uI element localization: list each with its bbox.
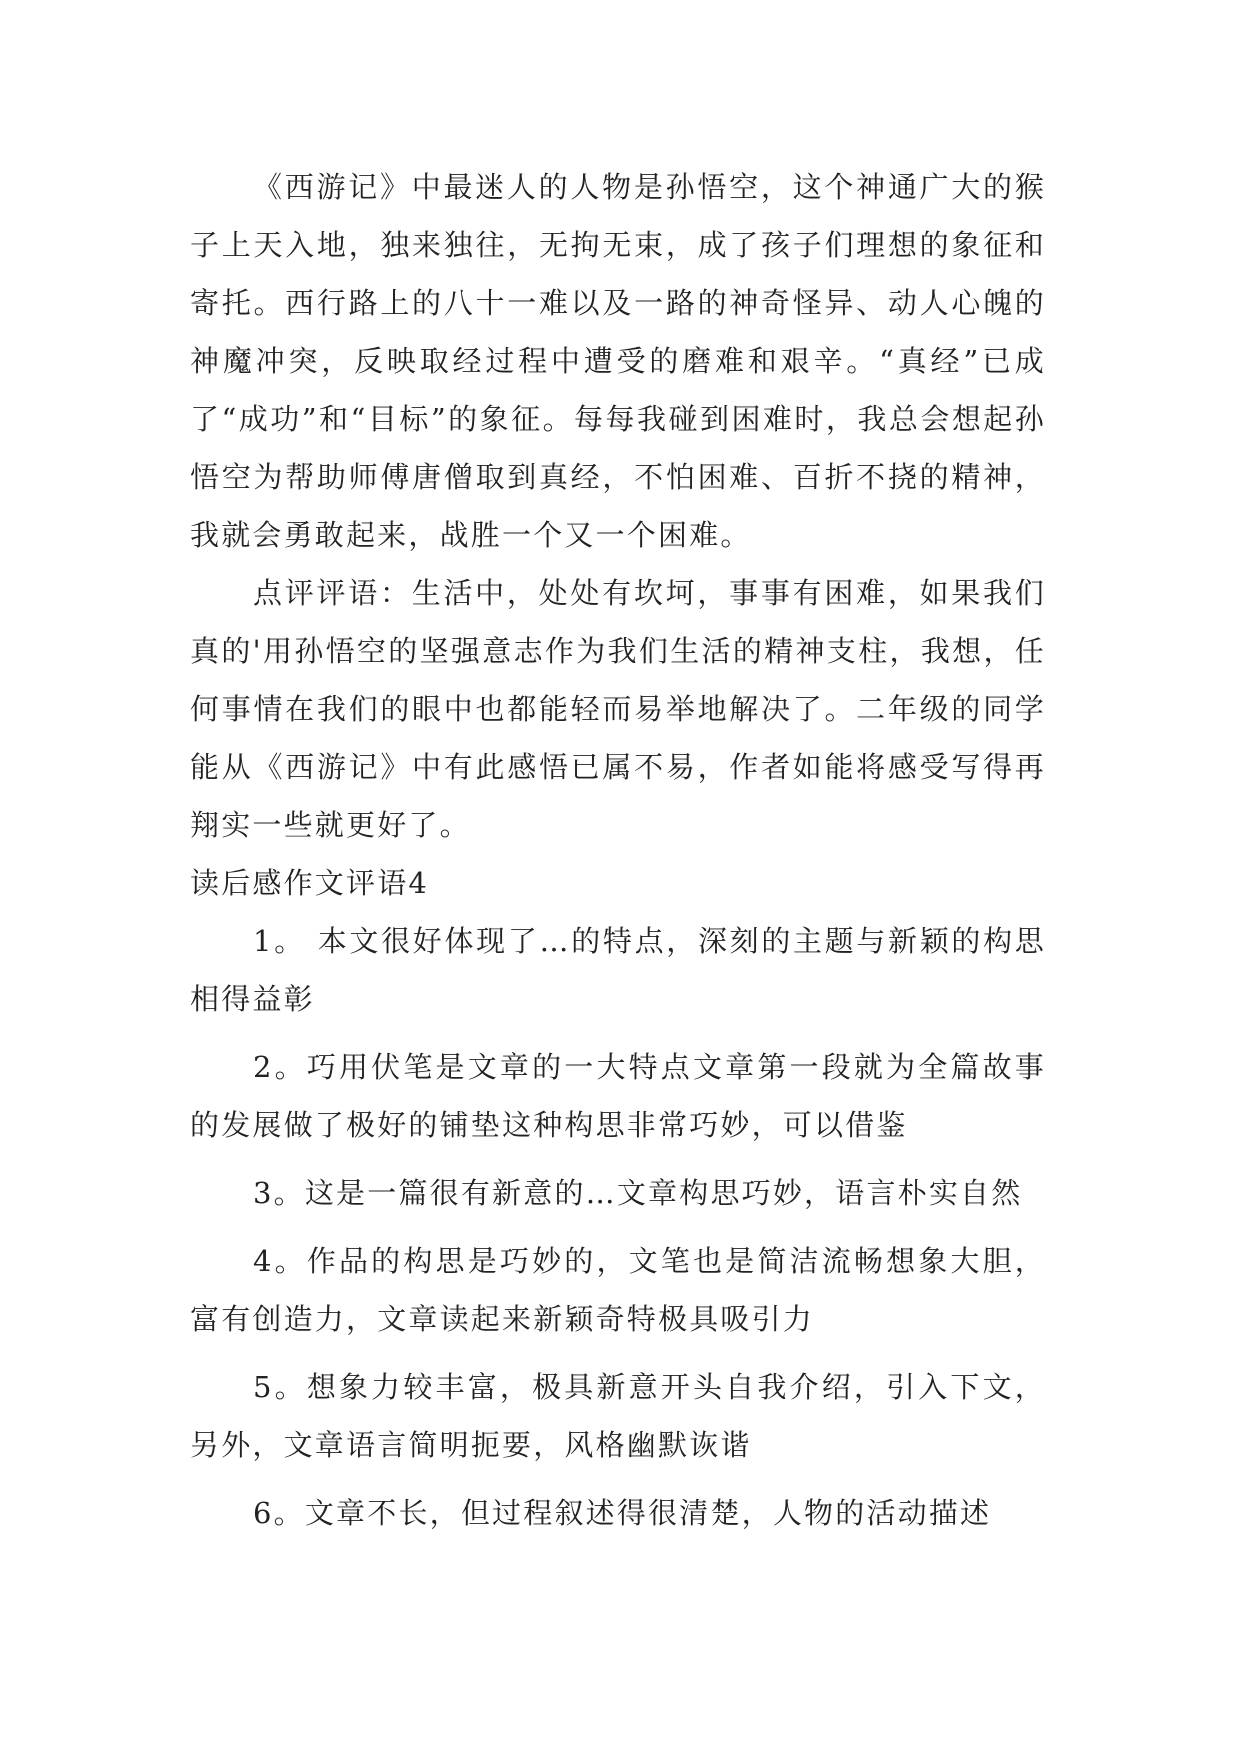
list-item: 2。巧用伏笔是文章的一大特点文章第一段就为全篇故事的发展做了极好的铺垫这种构思非常巧妙，可以借鉴	[190, 1050, 1046, 1142]
body-paragraph-1: 《西游记》中最迷人的人物是孙悟空，这个神通广大的猴子上天入地，独来独往，无拘无束，成了孩子们理想的象征和寄托。西行路上的八十一难以及一路的神奇怪异、动人心魄的神魔冲突，反映取经过程中遭受的磨难和艰辛。“真经”已成了“成功”和“目标”的象征。每每我碰到困难时，我总会想起孙悟空为帮助师傅唐僧取到真经，不怕困难、百折不挠的精神，我就会勇敢起来，战胜一个又一个困难。	[190, 170, 1046, 552]
list-item: 4。作品的构思是巧妙的，文笔也是简洁流畅想象大胆，富有创造力，文章读起来新颖奇特极具吸引力	[190, 1244, 1046, 1336]
section-heading: 读后感作文评语4	[190, 866, 430, 900]
list-item: 3。这是一篇很有新意的…文章构思巧妙，语言朴实自然	[253, 1176, 1023, 1210]
list-item: 6。文章不长，但过程叙述得很清楚，人物的活动描述	[253, 1496, 992, 1530]
document-page	[190, 158, 1046, 1552]
list-item: 1。 本文很好体现了…的特点，深刻的主题与新颖的构思相得益彰	[190, 924, 1046, 1016]
review-comment-paragraph: 点评评语：生活中，处处有坎坷，事事有困难，如果我们真的'用孙悟空的坚强意志作为我们生活的精神支柱，我想，任何事情在我们的眼中也都能轻而易举地解决了。二年级的同学能从《西游记》中有此感悟已属不易，作者如能将感受写得再翔实一些就更好了。	[190, 576, 1046, 842]
list-item: 5。想象力较丰富，极具新意开头自我介绍，引入下文，另外，文章语言简明扼要，风格幽默诙谐	[190, 1370, 1046, 1462]
